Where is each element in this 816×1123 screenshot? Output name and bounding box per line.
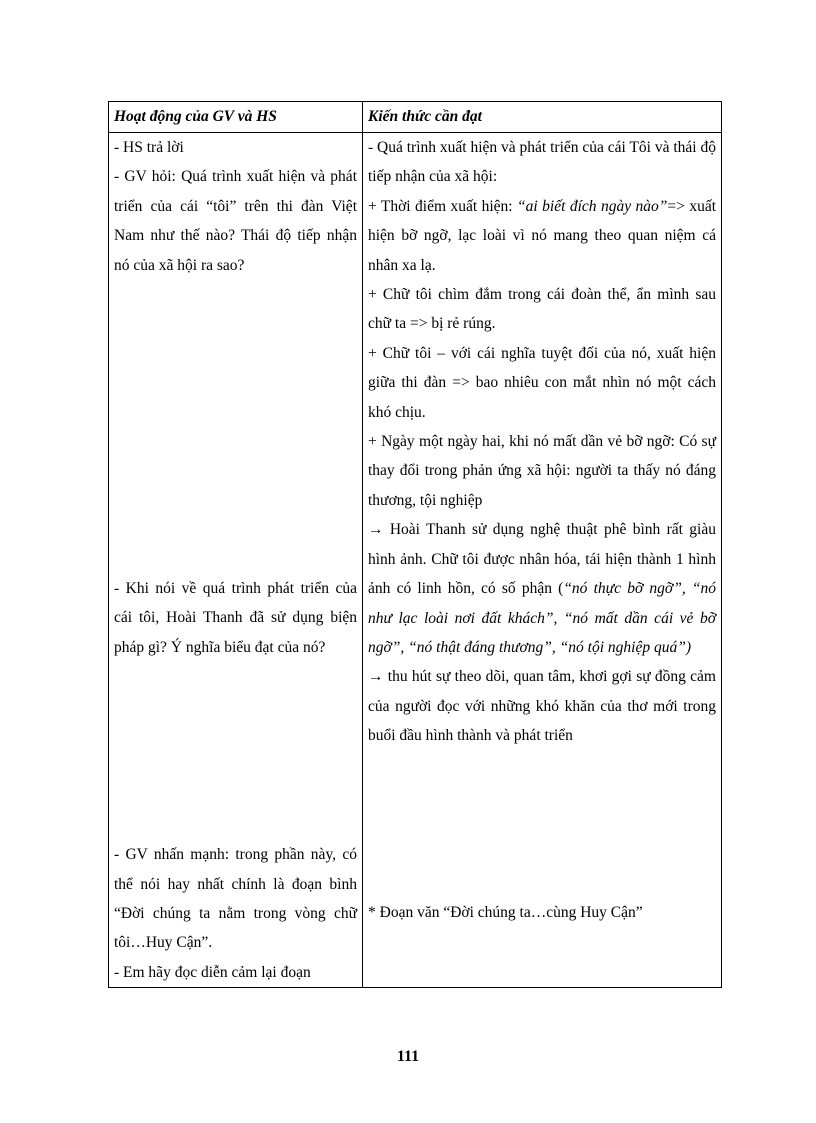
left-para-2: - GV hỏi: Quá trình xuất hiện và phát triển của cái “tôi” trên thi đàn Việt Nam như thế nào? Thái độ tiếp nhận nó của xã hội ra sao? (114, 168, 357, 274)
r6-quote: “nó thực bỡ ngỡ”, “nó như lạc loài nơi đất khách”, “nó mất dần cái vẻ bỡ ngỡ”, “nó thật đáng thương”, “nó tội nghiệp quá”) (368, 580, 717, 656)
right-para-8: * Đoạn văn “Đời chúng ta…cùng Huy Cận” (368, 903, 643, 921)
table-body-row (109, 133, 722, 988)
left-spacer-2 (114, 662, 357, 840)
right-spacer (368, 751, 716, 898)
right-para-3: + Chữ tôi chìm đắm trong cái đoàn thể, ẩn mình sau chữ ta => bị rẻ rúng. (368, 286, 716, 333)
left-para-1: - HS trả lời (114, 139, 184, 156)
right-para-7: → thu hút sự theo dõi, quan tâm, khơi gợi sự đồng cảm của người đọc với những khó khăn của thơ mới trong buổi đầu hình thành và phát triển (368, 668, 716, 745)
knowledge-cell (363, 133, 722, 988)
r2-suffix: => xuất hiện bỡ ngỡ, lạc loài vì nó mang theo quan niệm cá nhân xa lạ. (368, 197, 717, 274)
header-activities: Hoạt động của GV và HS (109, 102, 363, 133)
activities-cell (109, 133, 363, 988)
left-para-5: - Em hãy đọc diễn cảm lại đoạn (114, 963, 311, 981)
table-header-row (109, 102, 722, 133)
header-knowledge: Kiến thức cần đạt (363, 102, 722, 133)
r2-prefix: + Thời điểm xuất hiện: (368, 197, 518, 215)
right-para-1: - Quá trình xuất hiện và phát triển của cái Tôi và thái độ tiếp nhận của xã hội: (368, 139, 716, 186)
right-para-6 (368, 515, 716, 662)
lesson-table (108, 101, 722, 988)
page-number: 111 (396, 1048, 420, 1065)
left-para-4: - GV nhấn mạnh: trong phần này, có thể nói hay nhất chính là đoạn bình “Đời chúng ta nằm trong vòng chữ tôi…Huy Cận”. (114, 846, 357, 952)
r2-quote: “ai biết đích ngày nào” (517, 197, 668, 215)
right-para-5: + Ngày một ngày hai, khi nó mất dần vẻ bỡ ngỡ: Có sự thay đổi trong phản ứng xã hội: người ta thấy nó đáng thương, tội nghiệp (368, 433, 716, 509)
right-para-2 (368, 192, 716, 280)
left-spacer-1 (114, 280, 357, 574)
r6-prefix: → Hoài Thanh sử dụng nghệ thuật phê bình rất giàu hình ảnh. Chữ tôi được nhân hóa, tái hiện thành 1 hình ảnh có linh hồn, có số phận ( (368, 521, 716, 598)
right-para-4: + Chữ tôi – với cái nghĩa tuyệt đối của nó, xuất hiện giữa thi đàn => bao nhiêu con mắt nhìn nó một cách khó chịu. (368, 344, 716, 421)
left-para-3: - Khi nói về quá trình phát triển của cái tôi, Hoài Thanh đã sử dụng biện pháp gì? Ý nghĩa biểu đạt của nó? (114, 580, 357, 656)
